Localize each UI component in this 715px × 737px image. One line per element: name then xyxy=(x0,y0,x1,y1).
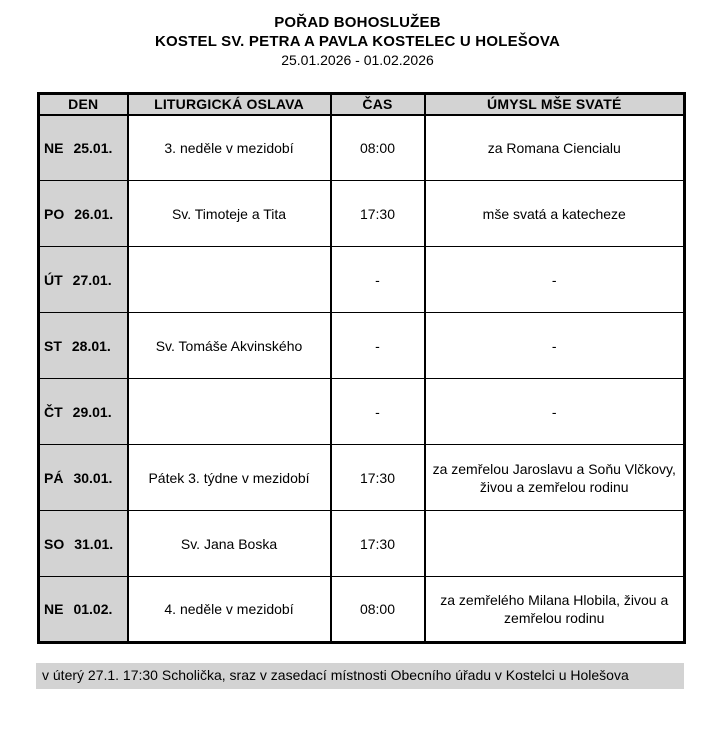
footer-note: v úterý 27.1. 17:30 Scholička, sraz v zasedací místnosti Obecního úřadu v Kostelci u Holešova xyxy=(36,663,684,689)
day-abbrev: PO xyxy=(44,205,65,222)
intention-cell: - xyxy=(425,379,685,445)
day-label xyxy=(44,535,123,553)
day-label xyxy=(44,337,123,355)
celebration-cell: 3. neděle v mezidobí xyxy=(128,115,331,181)
col-header-time: ČAS xyxy=(331,94,425,115)
celebration-cell: Sv. Timoteje a Tita xyxy=(128,181,331,247)
time-cell: 08:00 xyxy=(331,577,425,643)
celebration-cell xyxy=(128,379,331,445)
day-date: 25.01. xyxy=(73,139,113,156)
day-date: 26.01. xyxy=(74,205,114,222)
day-cell xyxy=(39,247,128,313)
day-date: 29.01. xyxy=(72,403,112,420)
day-abbrev: NE xyxy=(44,139,64,156)
celebration-cell xyxy=(128,247,331,313)
table-row xyxy=(39,445,685,511)
day-date: 27.01. xyxy=(72,271,112,288)
day-label xyxy=(44,271,123,289)
celebration-cell: Sv. Tomáše Akvinského xyxy=(128,313,331,379)
day-abbrev: ČT xyxy=(44,403,63,420)
church-name: KOSTEL SV. PETRA A PAVLA KOSTELEC U HOLEŠOVA xyxy=(155,33,560,50)
intention-cell: za Romana Ciencialu xyxy=(425,115,685,181)
day-cell xyxy=(39,115,128,181)
intention-cell: za zemřelou Jaroslavu a Soňu Vlčkovy, živou a zemřelou rodinu xyxy=(425,445,685,511)
day-date: 01.02. xyxy=(73,601,113,617)
day-label xyxy=(44,600,123,618)
table-row xyxy=(39,181,685,247)
celebration-cell: 4. neděle v mezidobí xyxy=(128,577,331,643)
intention-cell: mše svatá a katecheze xyxy=(425,181,685,247)
day-label xyxy=(44,205,123,223)
day-abbrev: PÁ xyxy=(44,469,64,486)
table-row xyxy=(39,379,685,445)
table-row xyxy=(39,577,685,643)
intention-cell: - xyxy=(425,247,685,313)
day-abbrev: ST xyxy=(44,337,62,354)
col-header-intention: ÚMYSL MŠE SVATÉ xyxy=(425,94,685,115)
table-row xyxy=(39,511,685,577)
time-cell: - xyxy=(331,379,425,445)
time-cell: - xyxy=(331,313,425,379)
day-cell xyxy=(39,181,128,247)
col-header-celebration: LITURGICKÁ OSLAVA xyxy=(128,94,331,115)
day-label xyxy=(44,139,123,157)
celebration-cell: Pátek 3. týdne v mezidobí xyxy=(128,445,331,511)
day-label xyxy=(44,403,123,421)
day-cell xyxy=(39,445,128,511)
day-date: 28.01. xyxy=(71,337,111,354)
celebration-cell: Sv. Jana Boska xyxy=(128,511,331,577)
table-header-row xyxy=(39,94,685,115)
col-header-day: DEN xyxy=(39,94,128,115)
time-cell: 17:30 xyxy=(331,445,425,511)
schedule-table xyxy=(37,92,686,644)
time-cell: 17:30 xyxy=(331,511,425,577)
time-cell: 08:00 xyxy=(331,115,425,181)
table-row xyxy=(39,115,685,181)
day-date: 31.01. xyxy=(74,535,114,552)
day-abbrev: ÚT xyxy=(44,271,63,288)
day-abbrev: NE xyxy=(44,601,64,617)
day-cell xyxy=(39,511,128,577)
table-row xyxy=(39,313,685,379)
day-date: 30.01. xyxy=(73,469,113,486)
time-cell: 17:30 xyxy=(331,181,425,247)
intention-cell: - xyxy=(425,313,685,379)
day-cell xyxy=(39,379,128,445)
date-range: 25.01.2026 - 01.02.2026 xyxy=(281,52,434,68)
day-abbrev: SO xyxy=(44,535,65,552)
day-cell xyxy=(39,313,128,379)
title-block xyxy=(0,0,715,70)
time-cell: - xyxy=(331,247,425,313)
day-cell xyxy=(39,577,128,643)
day-label xyxy=(44,469,123,487)
intention-cell xyxy=(425,511,685,577)
table-row xyxy=(39,247,685,313)
intention-cell: za zemřelého Milana Hlobila, živou a zemřelou rodinu xyxy=(425,577,685,643)
page-title: POŘAD BOHOSLUŽEB xyxy=(274,14,441,31)
